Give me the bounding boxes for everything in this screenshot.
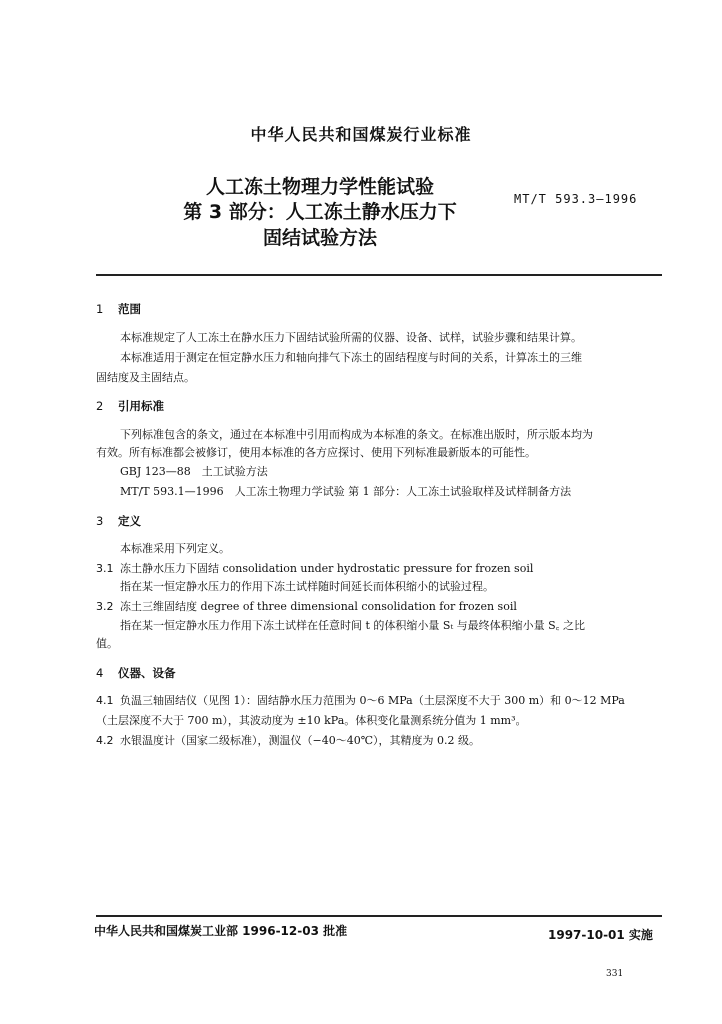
clause-4-2-number: 4.2 — [96, 734, 114, 747]
section-4-number: 4 — [96, 666, 104, 680]
section-1-paragraph-1: 本标准规定了人工冻土在静水压力下固结试验所需的仪器、设备、试样，试验步骤和结果计算。 — [120, 331, 582, 344]
definition-3-1-number: 3.1 — [96, 562, 114, 575]
section-1-title: 范围 — [118, 302, 141, 316]
section-1-paragraph-2-line-2: 固结度及主固结点。 — [96, 371, 195, 384]
section-2-title: 引用标准 — [118, 399, 164, 413]
definition-3-2-title — [96, 600, 517, 614]
clause-4-2 — [96, 734, 480, 748]
definition-3-2-number: 3.2 — [96, 600, 114, 613]
section-2-paragraph-line-2: 有效。所有标准都会被修订，使用本标准的各方应探讨、使用下列标准最新版本的可能性。 — [96, 446, 536, 459]
document-title-line-1: 人工冻土物理力学性能试验 — [205, 176, 434, 198]
section-3-number: 3 — [96, 514, 104, 528]
definition-3-1-title — [96, 562, 533, 576]
header-divider — [96, 274, 662, 276]
section-1-paragraph-2-line-1: 本标准适用于测定在恒定静水压力和轴向排气下冻土的固结程度与时间的关系，计算冻土的三维 — [120, 351, 582, 364]
reference-1: GBJ 123—88 土工试验方法 — [120, 465, 268, 478]
reference-2: MT/T 593.1—1996 人工冻土物理力学试验 第 1 部分：人工冻土试验取样及试样制备方法 — [120, 485, 572, 498]
section-3-intro: 本标准采用下列定义。 — [120, 542, 230, 555]
section-2-paragraph-line-1: 下列标准包含的条文，通过在本标准中引用而构成为本标准的条文。在标准出版时，所示版本均为 — [120, 428, 593, 441]
page-number: 331 — [606, 969, 624, 979]
definition-3-2-text-line-1: 指在某一恒定静水压力作用下冻土试样在任意时间 t 的体积缩小量 Sₜ 与最终体积缩小量 S꜀ 之比 — [120, 619, 585, 632]
footer-divider — [96, 915, 662, 917]
clause-4-2-text: 水银温度计（国家二级标准），测温仪（−40～40℃），其精度为 0.2 级。 — [120, 734, 481, 747]
approval-statement: 中华人民共和国煤炭工业部 1996-12-03 批准 — [94, 924, 348, 938]
definition-3-2-term: 冻土三维固结度 degree of three dimensional consolidation for frozen soil — [120, 600, 517, 613]
section-4-heading — [96, 665, 176, 681]
document-title-line-3: 固结试验方法 — [262, 227, 377, 249]
definition-3-1-text: 指在某一恒定静水压力的作用下冻土试样随时间延长而体积缩小的试验过程。 — [120, 580, 494, 593]
section-1-number: 1 — [96, 302, 104, 316]
clause-4-1-line-1 — [96, 694, 625, 708]
section-3-heading — [96, 513, 141, 529]
section-4-title: 仪器、设备 — [118, 666, 176, 680]
document-title-line-2: 第 3 部分：人工冻土静水压力下 — [183, 201, 457, 223]
implementation-date: 1997-10-01 实施 — [548, 928, 653, 942]
standard-code: MT/T 593.3—1996 — [514, 192, 638, 206]
section-1-heading — [96, 301, 141, 317]
definition-3-1-term: 冻土静水压力下固结 consolidation under hydrostatic pressure for frozen soil — [120, 562, 534, 575]
clause-4-1-number: 4.1 — [96, 694, 114, 707]
section-2-number: 2 — [96, 399, 104, 413]
definition-3-2-text-line-2: 值。 — [96, 637, 118, 650]
section-2-heading — [96, 398, 164, 414]
issuing-organization: 中华人民共和国煤炭行业标准 — [250, 125, 472, 144]
clause-4-1-text: 负温三轴固结仪（见图 1）：固结静水压力范围为 0～6 MPa（土层深度不大于 300 m）和 0～12 MPa — [120, 694, 625, 707]
clause-4-1-line-2: （土层深度不大于 700 m），其波动度为 ±10 kPa。体积变化量测系统分值为 1 mm³。 — [96, 714, 527, 727]
section-3-title: 定义 — [118, 514, 141, 528]
